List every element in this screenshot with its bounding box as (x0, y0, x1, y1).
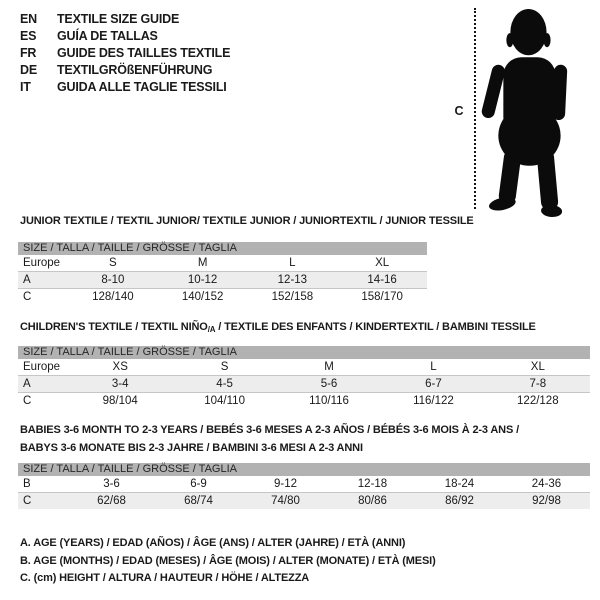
note-c-height: C. (cm) HEIGHT / ALTURA / HAUTEUR / HÖHE / ALTEZZA (20, 572, 310, 584)
size-cell: 5-6 (320, 378, 338, 390)
table-row-europe (18, 255, 427, 271)
size-cell: 128/140 (92, 291, 134, 303)
size-cell: XL (375, 257, 390, 269)
children-title-post: / TEXTILE DES ENFANTS / KINDERTEXTIL / BAMBINI TESSILE (215, 321, 536, 333)
table-row-age-months (18, 476, 590, 492)
lang-code: ES (20, 29, 37, 43)
size-cell: 6-9 (190, 478, 207, 490)
size-cell: 18-24 (444, 478, 475, 490)
size-cell: 12-18 (357, 478, 388, 490)
table-row-height (18, 392, 590, 409)
children-table-title (20, 318, 536, 339)
size-cell: 80/86 (358, 495, 387, 507)
lang-code: EN (20, 12, 37, 26)
table-row-age (18, 375, 590, 392)
size-cell: XS (112, 361, 128, 373)
size-cell: 9-12 (273, 478, 298, 490)
junior-size-table (18, 242, 427, 305)
row-label: Europe (23, 361, 61, 373)
size-cell: 152/158 (271, 291, 314, 303)
children-title-pre: CHILDREN'S TEXTILE / TEXTIL NIÑO (20, 321, 208, 333)
size-header-bar: SIZE / TALLA / TAILLE / GRÖSSE / TAGLIA (18, 242, 427, 255)
size-cell: 14-16 (367, 274, 397, 286)
size-cell: M (324, 361, 334, 373)
lang-row-fr (20, 45, 230, 62)
size-cell: XL (530, 361, 545, 373)
height-measure-label: C (454, 104, 464, 118)
note-b-age-months: B. AGE (MONTHS) / EDAD (MESES) / ÂGE (MOIS) / ALTER (MONATE) / ETÀ (MESI) (20, 554, 436, 567)
size-cell: 6-7 (425, 378, 442, 390)
size-cell: 98/104 (102, 395, 138, 407)
lang-label: GUÍA DE TALLAS (57, 29, 158, 43)
children-title-sub: /A (207, 325, 216, 334)
babies-title-line2: BABYS 3-6 MONATE BIS 2-3 JAHRE / BAMBINI 3-6 MESI A 2-3 ANNI (20, 442, 363, 454)
size-cell: 10-12 (187, 274, 218, 286)
size-cell: 140/152 (181, 291, 224, 303)
lang-code: DE (20, 63, 37, 77)
size-cell: 24-36 (531, 478, 562, 490)
table-row-height (18, 492, 590, 509)
size-cell: 8-10 (101, 274, 125, 286)
babies-table-title (20, 421, 519, 457)
baby-silhouette-icon (481, 7, 592, 219)
size-header-bar: SIZE / TALLA / TAILLE / GRÖSSE / TAGLIA (18, 463, 590, 476)
babies-size-table (18, 463, 590, 509)
table-row-age (18, 271, 427, 288)
size-cell: 68/74 (184, 495, 213, 507)
size-cell: 104/110 (204, 395, 245, 407)
row-label: A (23, 378, 31, 390)
size-cell: 4-5 (216, 378, 233, 390)
lang-row-it (20, 79, 230, 96)
lang-row-de (20, 62, 230, 79)
size-header-bar: SIZE / TALLA / TAILLE / GRÖSSE / TAGLIA (18, 346, 590, 359)
lang-label: TEXTILE SIZE GUIDE (57, 12, 180, 26)
row-label: Europe (23, 257, 61, 269)
table-row-europe (18, 359, 590, 375)
row-label: B (23, 478, 31, 490)
size-cell: 74/80 (271, 495, 300, 507)
size-cell: 92/98 (532, 495, 561, 507)
size-cell: 110/116 (309, 395, 349, 407)
size-cell: L (289, 257, 296, 269)
lang-label: TEXTILGRÖßENFÜHRUNG (57, 63, 213, 77)
size-cell: S (220, 361, 229, 373)
row-label: A (23, 274, 31, 286)
size-cell: 3-6 (103, 478, 120, 490)
row-label: C (23, 291, 32, 303)
lang-code: IT (20, 80, 31, 94)
lang-code: FR (20, 46, 37, 60)
table-row-height (18, 288, 427, 305)
size-cell: 7-8 (529, 378, 547, 390)
size-cell: S (109, 257, 117, 269)
size-cell: 3-4 (111, 378, 129, 390)
children-size-table (18, 346, 590, 409)
babies-title-line1: BABIES 3-6 MONTH TO 2-3 YEARS / BEBÉS 3-6 MESES A 2-3 AÑOS / BÉBÉS 3-6 MOIS À 2-3 ANS / (20, 424, 519, 436)
junior-table-title: JUNIOR TEXTILE / TEXTIL JUNIOR/ TEXTILE JUNIOR / JUNIORTEXTIL / JUNIOR TESSILE (20, 215, 474, 227)
height-measure-dotted-line (474, 8, 476, 209)
language-header (20, 11, 230, 96)
size-cell: 12-13 (277, 274, 308, 286)
size-cell: 158/170 (361, 291, 403, 303)
legend-notes (20, 535, 436, 588)
size-cell: L (430, 361, 437, 373)
size-cell: 116/122 (413, 395, 454, 407)
lang-row-en (20, 11, 230, 28)
size-cell: 86/92 (445, 495, 474, 507)
row-label: C (23, 395, 32, 407)
note-a-age-years: A. AGE (YEARS) / EDAD (AÑOS) / ÂGE (ANS) / ALTER (JAHRE) / ETÀ (ANNI) (20, 537, 406, 549)
lang-row-es (20, 28, 230, 45)
row-label: C (23, 495, 32, 507)
lang-label: GUIDE DES TAILLES TEXTILE (57, 46, 231, 60)
size-cell: 62/68 (97, 495, 126, 507)
size-cell: M (197, 257, 208, 269)
size-cell: 122/128 (517, 395, 559, 407)
lang-label: GUIDA ALLE TAGLIE TESSILI (57, 80, 227, 94)
